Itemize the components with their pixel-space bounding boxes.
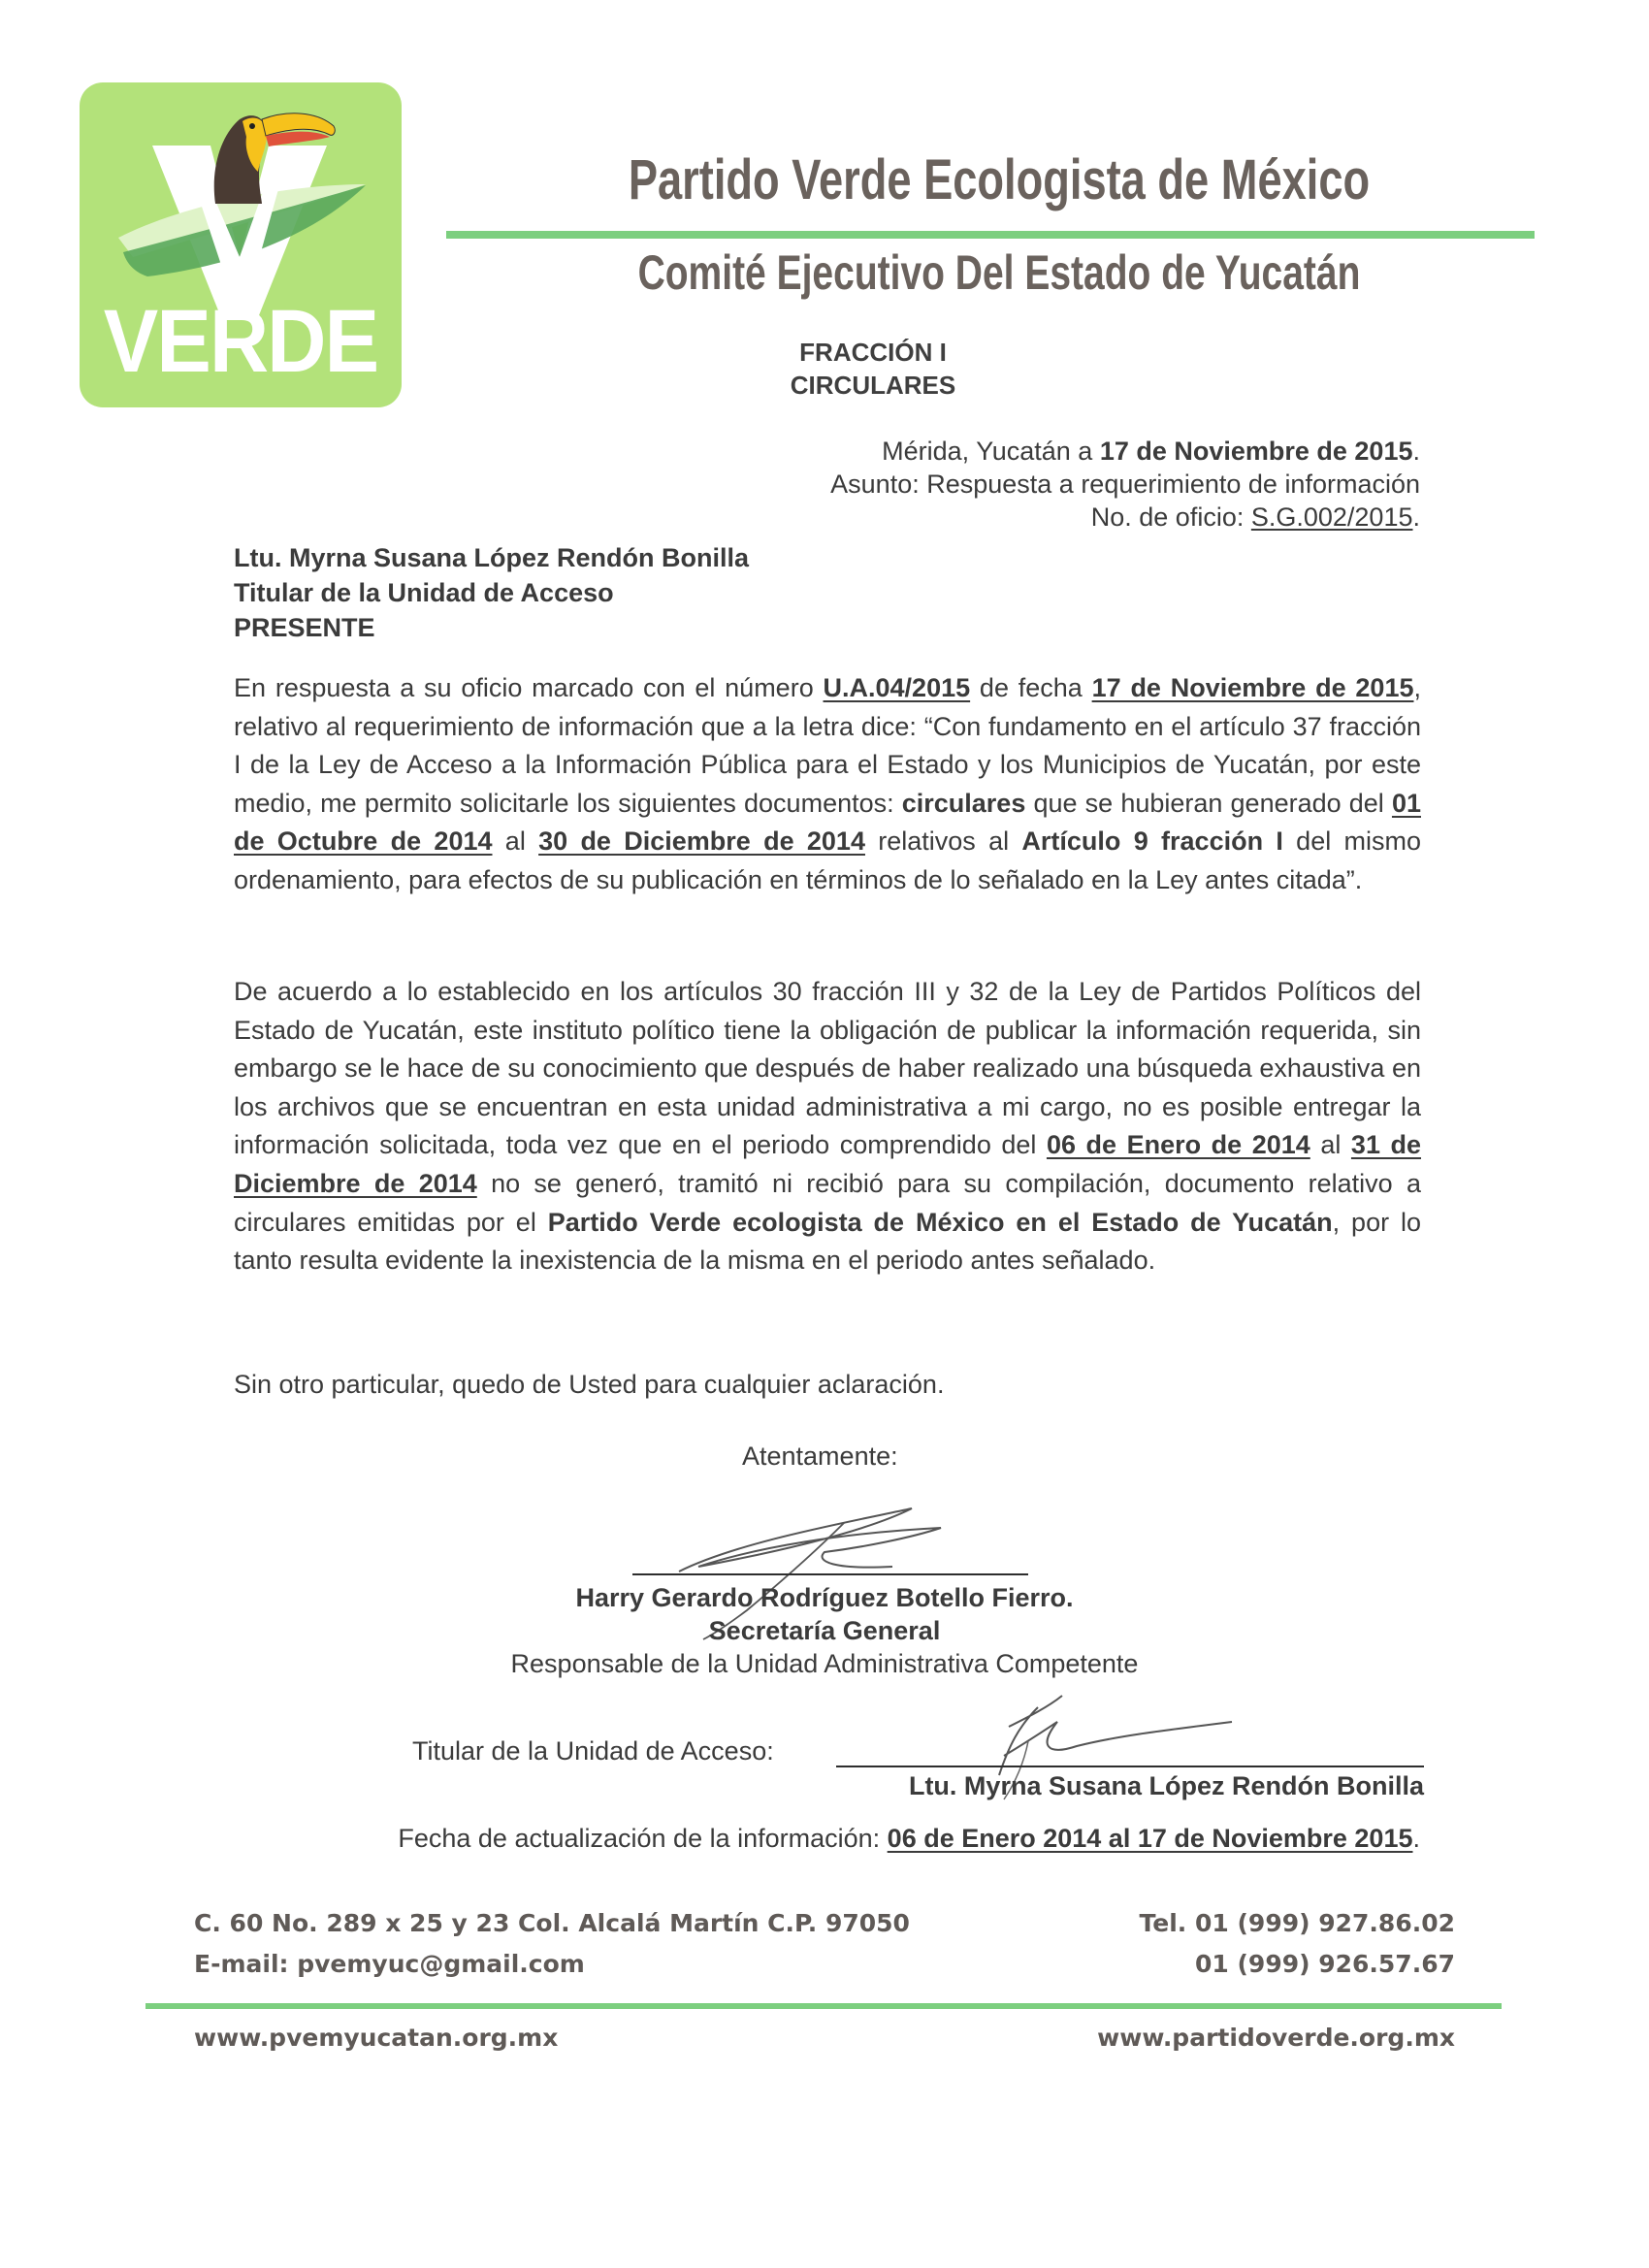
footer-contact-left	[194, 1903, 910, 1985]
footer-phone-1: Tel. 01 (999) 927.86.02	[1139, 1909, 1455, 1937]
section-label: FRACCIÓN I	[799, 338, 947, 367]
footer-phone-2: 01 (999) 926.57.67	[1195, 1950, 1455, 1978]
oficio-line	[830, 501, 1420, 534]
text-run: al	[492, 826, 539, 857]
bold-emphasis: Artículo 9 fracción I	[1021, 826, 1283, 857]
footer-website-state[interactable]: www.pvemyucatan.org.mx	[194, 2024, 559, 2052]
text-run: , relativo al requerimiento de información que a la letra dice: “Con fundamento en el artículo 37 fracción I de la Ley de Acceso a la Información Pública para el Estado y los Municipios de Yucatán, por este medio, me permito solicitarle los siguientes documentos:	[234, 673, 1421, 818]
text-run: al	[1310, 1130, 1351, 1160]
titular-name: Ltu. Myrna Susana López Rendón Bonilla	[908, 1771, 1424, 1800]
closing-atentamente: Atentamente:	[742, 1442, 898, 1471]
punct: .	[1412, 437, 1420, 466]
bold-emphasis: circulares	[901, 788, 1026, 818]
text-run: En respuesta a su oficio marcado con el número	[234, 673, 824, 702]
text-run: que se hubieran generado del	[1025, 788, 1392, 818]
signer-role: Secretaría General	[708, 1616, 941, 1645]
text-run: relativos al	[864, 826, 1022, 857]
section-heading	[679, 336, 1067, 402]
underlined-emphasis: 06 de Enero de 2014	[1046, 1130, 1310, 1160]
committee-subtitle: Comité Ejecutivo Del Estado de Yucatán	[637, 245, 1361, 300]
update-date-line	[398, 1824, 1420, 1854]
addressee-block	[234, 540, 749, 645]
body-paragraph-2	[234, 973, 1421, 1280]
underlined-emphasis: 31 de Diciembre de 2014	[234, 1130, 1422, 1198]
party-logo	[80, 82, 402, 407]
update-range: 06 de Enero 2014 al 17 de Noviembre 2015	[887, 1824, 1413, 1853]
punct: .	[1412, 1824, 1420, 1853]
place-date-line	[830, 435, 1420, 468]
addressee-name: Ltu. Myrna Susana López Rendón Bonilla	[234, 543, 750, 572]
oficio-label: No. de oficio:	[1090, 502, 1251, 532]
signer-block	[388, 1581, 1261, 1680]
addressee-salutation: PRESENTE	[234, 613, 375, 642]
footer-email[interactable]: E-mail: pvemyuc@gmail.com	[194, 1950, 585, 1978]
footer-website-national[interactable]: www.partidoverde.org.mx	[1097, 2024, 1455, 2052]
letter-meta	[830, 435, 1420, 534]
underlined-emphasis: 01 de Octubre de 2014	[234, 788, 1421, 857]
body-paragraph-1	[234, 669, 1421, 900]
underlined-emphasis: 30 de Diciembre de 2014	[538, 826, 865, 857]
place-text: Mérida, Yucatán a	[882, 437, 1100, 466]
signer-name: Harry Gerardo Rodríguez Botello Fierro.	[575, 1583, 1074, 1612]
footer-address: C. 60 No. 289 x 25 y 23 Col. Alcalá Martín C.P. 97050	[194, 1909, 910, 1937]
oficio-number: S.G.002/2015	[1250, 502, 1413, 532]
header-divider	[446, 231, 1535, 239]
footer-divider	[146, 2003, 1502, 2009]
letter-date: 17 de Noviembre de 2015	[1099, 437, 1413, 466]
logo-word: VERDE	[103, 292, 378, 391]
category-label: CIRCULARES	[790, 371, 956, 400]
signature-line-1	[632, 1573, 1028, 1575]
signer-unit: Responsable de la Unidad Administrativa Competente	[510, 1649, 1139, 1678]
titular-label: Titular de la Unidad de Acceso:	[412, 1736, 774, 1766]
subject-line	[830, 468, 1420, 501]
subject-text: Respuesta a requerimiento de información	[926, 470, 1420, 499]
text-run: de fecha	[970, 673, 1092, 702]
bold-emphasis: Partido Verde ecologista de México en el Estado de Yucatán	[547, 1207, 1333, 1237]
party-title: Partido Verde Ecologista de México	[628, 148, 1371, 211]
addressee-title: Titular de la Unidad de Acceso	[234, 578, 614, 607]
underlined-emphasis: 17 de Noviembre de 2015	[1091, 673, 1414, 702]
text-run: , por lo tanto resulta evidente la inexistencia de la misma en el periodo antes señalado.	[234, 1207, 1421, 1276]
footer-contact-right	[1140, 1903, 1455, 1985]
text-run: del mismo ordenamiento, para efectos de su publicación en términos de lo señalado en la Ley antes citada”.	[234, 826, 1421, 894]
text-run: De acuerdo a lo establecido en los artículos 30 fracción III y 32 de la Ley de Partidos Políticos del Estado de Yucatán, este instituto político tiene la obligación de publicar la información requerida, sin embargo se le hace de su conocimiento que después de haber realizado una búsqueda exhaustiva en los archivos que se encuentran en esta unidad administrativa a mi cargo, no es posible entregar la información solicitada, toda vez que en el periodo comprendido del	[234, 977, 1421, 1160]
underlined-emphasis: U.A.04/2015	[823, 673, 971, 702]
body-paragraph-3: Sin otro particular, quedo de Usted para cualquier aclaración.	[234, 1370, 945, 1399]
signature-line-2	[836, 1766, 1424, 1767]
update-label: Fecha de actualización de la información:	[398, 1824, 888, 1853]
punct: .	[1412, 502, 1420, 532]
subject-label: Asunto:	[830, 470, 927, 499]
text-run: no se generó, tramitó ni recibió para su compilación, documento relativo a circulares emitidas por el	[234, 1168, 1421, 1237]
